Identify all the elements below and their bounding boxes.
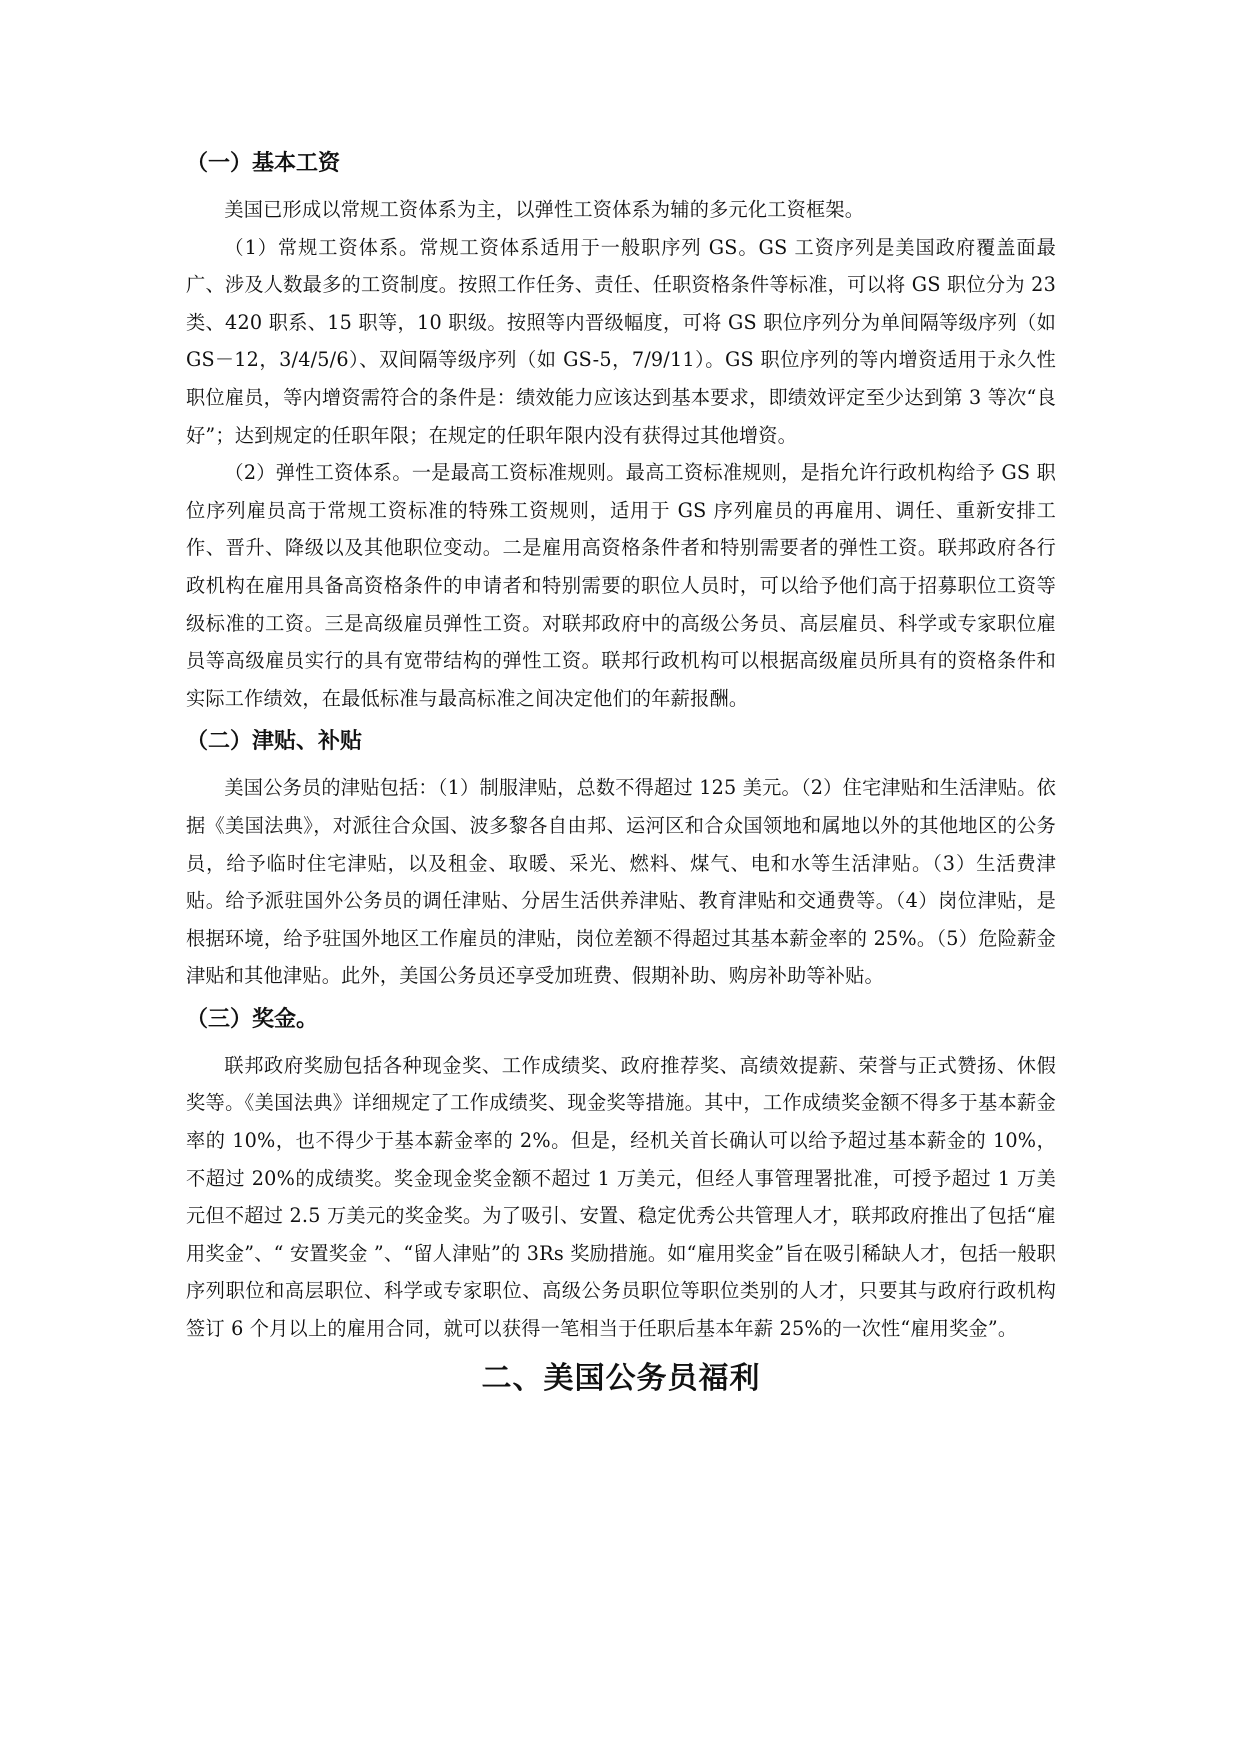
- section-heading-basic-salary: （一）基本工资: [186, 151, 341, 176]
- paragraph-allowances: 美国公务员的津贴包括：（1）制服津贴，总数不得超过 125 美元。（2）住宅津贴和生活津贴。依据《美国法典》，对派往合众国、波多黎各自由邦、运河区和合众国领地和属地以外的其他地区的公务员，给予临时住宅津贴，以及租金、取暖、采光、燃料、煤气、电和水等生活津贴。（3）生活费津贴。给予派驻国外公务员的调任津贴、分居生活供养津贴、教育津贴和交通费等。（4）岗位津贴，是根据环境，给予驻国外地区工作雇员的津贴，岗位差额不得超过其基本薪金率的 25%。（5）危险薪金津贴和其他津贴。此外，美国公务员还享受加班费、假期补助、购房补助等补贴。: [186, 776, 1056, 988]
- paragraph-salary-framework: 美国已形成以常规工资体系为主，以弹性工资体系为辅的多元化工资框架。: [224, 198, 865, 221]
- chapter-heading-welfare: 二、美国公务员福利: [481, 1360, 761, 1396]
- paragraph-bonus: 联邦政府奖励包括各种现金奖、工作成绩奖、政府推荐奖、高绩效提薪、荣誉与正式赞扬、休假奖等。《美国法典》详细规定了工作成绩奖、现金奖等措施。其中，工作成绩奖金额不得多于基本薪金率的 10%，也不得少于基本薪金率的 2%。但是，经机关首长确认可以给予超过基本薪金的 10%，不超过 20%的成绩奖。奖金现金奖金额不超过 1 万美元，但经人事管理署批准，可授予超过 1 万美元但不超过 2.5 万美元的奖金奖。为了吸引、安置、稳定优秀公共管理人才，联邦政府推出了包括“雇用奖金”、“ 安置奖金 ”、“留人津贴”的 3Rs 奖励措施。如“雇用奖金”旨在吸引稀缺人才，包括一般职序列职位和高层职位、科学或专家职位、高级公务员职位等职位类别的人才，只要其与政府行政机构签订 6 个月以上的雇用合同，就可以获得一笔相当于任职后基本年薪 25%的一次性“雇用奖金”。: [186, 1053, 1056, 1341]
- document-page: [186, 145, 1056, 1400]
- section-heading-bonus: （三）奖金。: [186, 1006, 319, 1032]
- section-heading-allowances: （二）津贴、补贴: [186, 729, 363, 755]
- paragraph-flexible-pay-system: （2）弹性工资体系。一是最高工资标准规则。最高工资标准规则，是指允许行政机构给予 GS 职位序列雇员高于常规工资标准的特殊工资规则，适用于 GS 序列雇员的再雇用、调任、重新安排工作、晋升、降级以及其他职位变动。二是雇用高资格条件者和特别需要者的弹性工资。联邦政府各行政机构在雇用具备高资格条件的申请者和特别需要的职位人员时，可以给予他们高于招募职位工资等级标准的工资。三是高级雇员弹性工资。对联邦政府中的高级公务员、高层雇员、科学或专家职位雇员等高级雇员实行的具有宽带结构的弹性工资。联邦行政机构可以根据高级雇员所具有的资格条件和实际工作绩效，在最低标准与最高标准之间决定他们的年薪报酬。: [186, 461, 1056, 710]
- paragraph-regular-pay-system: （1）常规工资体系。常规工资体系适用于一般职序列 GS。GS 工资序列是美国政府覆盖面最广、涉及人数最多的工资制度。按照工作任务、责任、任职资格条件等标准，可以将 GS 职位分为 23 类、420 职系、15 职等，10 职级。按照等内晋级幅度，可将 GS 职位序列分为单间隔等级序列（如 GS－12，3/4/5/6）、双间隔等级序列（如 GS-5，7/9/11）。GS 职位序列的等内增资适用于永久性职位雇员，等内增资需符合的条件是：绩效能力应该达到基本要求，即绩效评定至少达到第 3 等次“良好”；达到规定的任职年限；在规定的任职年限内没有获得过其他增资。: [186, 235, 1056, 447]
